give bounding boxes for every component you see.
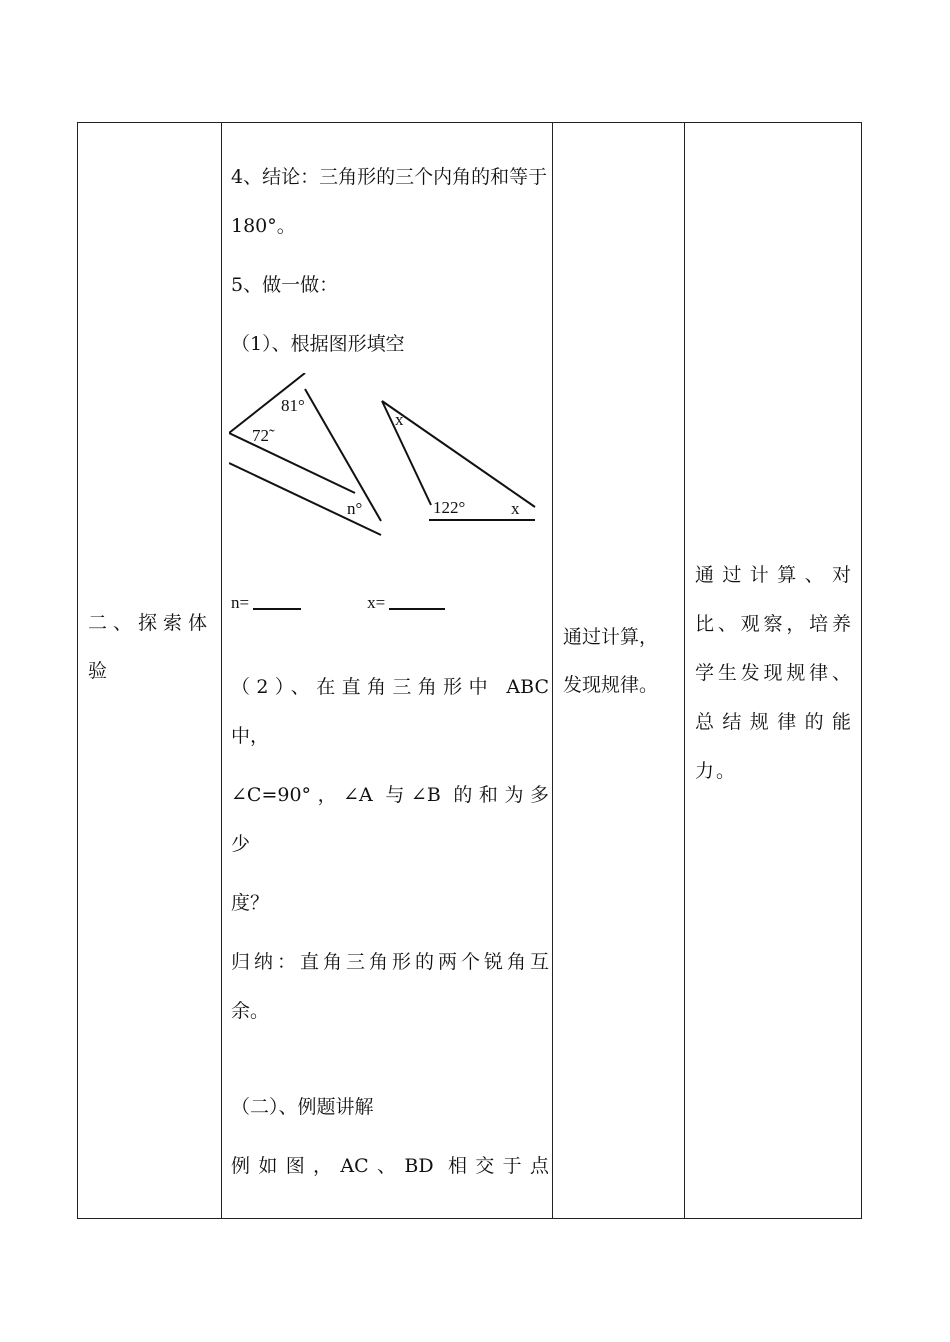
- student-activity-line2: 发现规律。: [563, 674, 659, 696]
- fill-n-label: n=: [231, 592, 250, 612]
- question-2-line1: （2）、在直角三角形中 ABC: [231, 676, 549, 698]
- summary-line2: 余。: [231, 1000, 270, 1022]
- student-activity-line1: 通过计算，: [563, 626, 659, 648]
- example-title: （二）、例题讲解: [231, 1096, 374, 1118]
- fill-in-blanks: [231, 587, 549, 617]
- question-1-title: （1）、根据图形填空: [231, 333, 405, 355]
- question-2-line3: 度？: [231, 892, 270, 914]
- angle-72-label: 72˜: [252, 426, 275, 445]
- summary-line1: 归纳：直角三角形的两个锐角互: [231, 951, 549, 973]
- angle-x-top-label: x: [395, 410, 404, 429]
- student-activity-cell: [563, 613, 683, 709]
- answer-blank-n[interactable]: [253, 594, 301, 610]
- stage-cell: [88, 599, 216, 695]
- triangle-left: [229, 373, 381, 535]
- stage-label: 二、探索体验: [88, 612, 214, 682]
- do-it-heading: 5、做一做：: [231, 274, 339, 296]
- intent-line2: 比、观察，培养: [695, 613, 853, 635]
- question-2-line2: ∠C=90°，∠A 与∠B 的和为多: [231, 784, 549, 806]
- angle-122-label: 122°: [433, 498, 466, 517]
- intent-line4: 总结规律的能: [695, 711, 853, 733]
- example-text: 例如图，AC、BD 相交于点: [231, 1155, 549, 1177]
- column-divider: [221, 123, 222, 1218]
- angle-n-label: n°: [347, 499, 363, 518]
- column-divider: [684, 123, 685, 1218]
- question-2-line2b: 少: [231, 833, 251, 855]
- lesson-table: [77, 122, 862, 1219]
- angle-x-right-label: x: [511, 499, 520, 518]
- fill-x-label: x=: [367, 592, 386, 612]
- triangle-figures: [229, 373, 549, 543]
- conclusion-text: 4、结论：三角形的三个内角的和等于 180°。: [231, 166, 548, 237]
- answer-blank-x[interactable]: [389, 594, 445, 610]
- intent-line1: 通过计算、对: [695, 564, 853, 586]
- question-2-line1b: 中，: [231, 725, 270, 747]
- column-divider: [552, 123, 553, 1218]
- triangle-right: [382, 401, 535, 520]
- intent-line3: 学生发现规律、: [695, 662, 853, 684]
- content-cell: [231, 153, 549, 1191]
- intent-line5: 力。: [695, 760, 738, 782]
- angle-81-label: 81°: [281, 396, 305, 415]
- design-intent-cell: [695, 551, 853, 796]
